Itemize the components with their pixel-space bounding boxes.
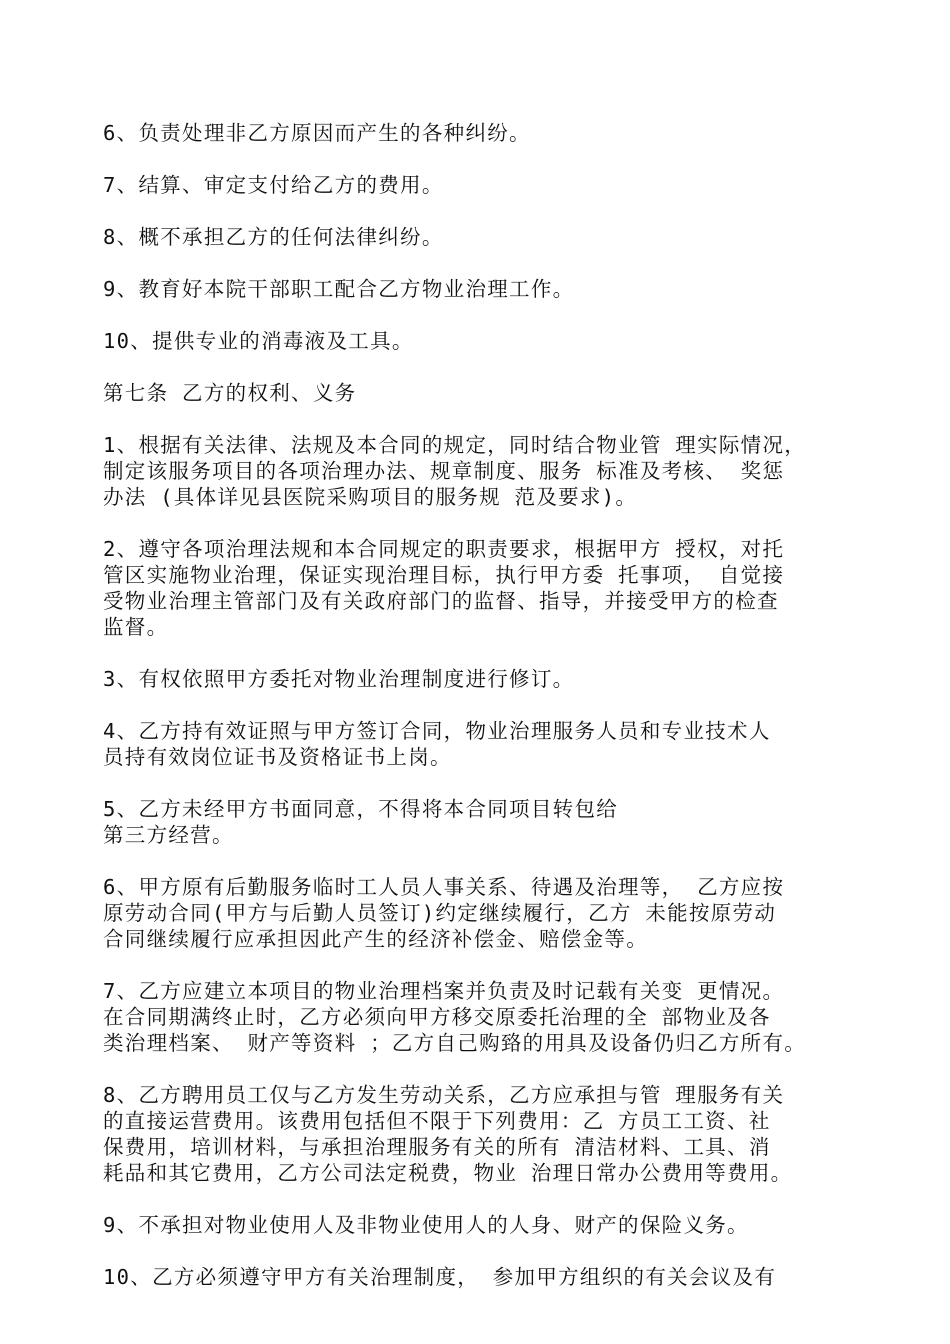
paragraph-10 — [103, 718, 855, 770]
paragraph-12 — [103, 874, 855, 952]
text-line: 8、概不承担乙方的任何法律纠纷。 — [103, 225, 444, 249]
text-line: 办法 (具体详见县医院采购项目的服务规 范及要求)。 — [103, 485, 638, 509]
text-line: 9、不承担对物业使用人及非物业使用人的人身、财产的保险义务。 — [103, 1213, 749, 1237]
text-line: 5、乙方未经甲方书面同意，不得将本合同项目转包给 — [103, 797, 619, 821]
text-line: 4、乙方持有效证照与甲方签订合同，物业治理服务人员和专业技术人 — [103, 719, 771, 743]
text-line: 保费用，培训材料，与承担治理服务有关的所有 清洁材料、工具、消 — [103, 1135, 771, 1159]
text-line: 9、教育好本院干部职工配合乙方物业治理工作。 — [103, 277, 575, 301]
paragraph-9 — [103, 666, 855, 692]
text-line: 6、甲方原有后勤服务临时工人员人事关系、待遇及治理等， 乙方应按 — [103, 875, 785, 899]
text-line: 7、结算、审定支付给乙方的费用。 — [103, 173, 444, 197]
text-line: 6、负责处理非乙方原因而产生的各种纠纷。 — [103, 121, 531, 145]
text-line: 第七条 乙方的权利、义务 — [103, 381, 357, 405]
text-line: 2、遵守各项治理法规和本合同规定的职责要求，根据甲方 授权，对托 — [103, 537, 785, 561]
text-line: 7、乙方应建立本项目的物业治理档案并负责及时记载有关变 更情况。 — [103, 979, 785, 1003]
paragraph-14 — [103, 1082, 855, 1186]
text-line: 1、根据有关法律、法规及本合同的规定，同时结合物业管 理实际情况， — [103, 433, 807, 457]
text-line: 8、乙方聘用员工仅与乙方发生劳动关系，乙方应承担与管 理服务有关 — [103, 1083, 785, 1107]
paragraph-1 — [103, 120, 855, 146]
text-line: 耗品和其它费用，乙方公司法定税费，物业 治理日常办公费用等费用。 — [103, 1161, 793, 1185]
text-line: 员持有效岗位证书及资格证书上岗。 — [103, 745, 452, 769]
text-line: 原劳动合同(甲方与后勤人员签订)约定继续履行，乙方 未能按原劳动 — [103, 901, 777, 925]
section-heading — [103, 380, 855, 406]
paragraph-16 — [103, 1264, 855, 1290]
document-page — [103, 120, 855, 1316]
paragraph-11 — [103, 796, 855, 848]
text-line: 制定该服务项目的各项治理办法、规章制度、服务 标准及考核、 奖惩 — [103, 459, 785, 483]
paragraph-5 — [103, 328, 855, 354]
text-line: 10、乙方必须遵守甲方有关治理制度， 参加甲方组织的有关会议及有 — [103, 1265, 777, 1289]
paragraph-3 — [103, 224, 855, 250]
text-line: 3、有权依照甲方委托对物业治理制度进行修订。 — [103, 667, 575, 691]
text-line: 受物业治理主管部门及有关政府部门的监督、指导，并接受甲方的检查 — [103, 589, 779, 613]
text-line: 监督。 — [103, 615, 169, 639]
paragraph-4 — [103, 276, 855, 302]
text-line: 的直接运营费用。该费用包括但不限于下列费用：乙 方员工工资、社 — [103, 1109, 771, 1133]
text-line: 合同继续履行应承担因此产生的经济补偿金、赔偿金等。 — [103, 927, 648, 951]
text-line: 第三方经营。 — [103, 823, 234, 847]
paragraph-13 — [103, 978, 855, 1056]
paragraph-2 — [103, 172, 855, 198]
text-line: 在合同期满终止时，乙方必须向甲方移交原委托治理的全 部物业及各 — [103, 1005, 771, 1029]
paragraph-15 — [103, 1212, 855, 1238]
paragraph-7 — [103, 432, 855, 510]
text-line: 类治理档案、 财产等资料 ；乙方自己购臵的用具及设备仍归乙方所有。 — [103, 1031, 807, 1055]
paragraph-8 — [103, 536, 855, 640]
text-line: 管区实施物业治理，保证实现治理目标，执行甲方委 托事项， 自觉接 — [103, 563, 785, 587]
text-line: 10、提供专业的消毒液及工具。 — [103, 329, 414, 353]
